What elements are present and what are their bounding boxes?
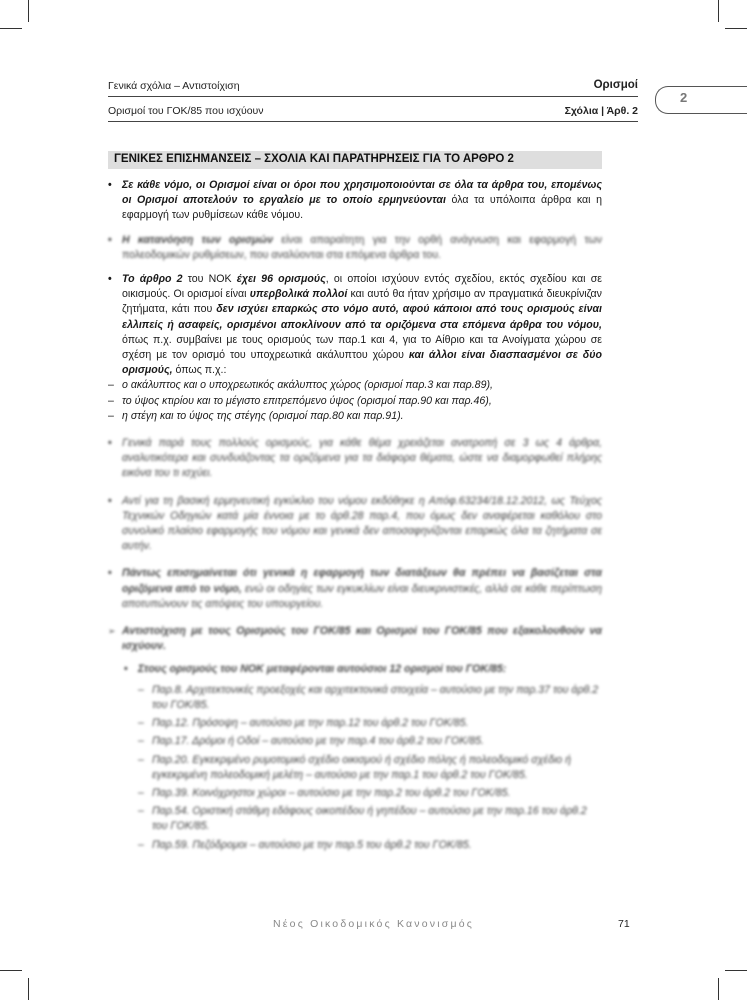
body-text: του ΝΟΚ xyxy=(182,273,237,286)
bullet-paragraph xyxy=(108,233,602,263)
crop-mark xyxy=(0,28,22,29)
bold-text: έχει 96 ορισμούς xyxy=(236,273,326,286)
header-left-bottom: Ορισμοί του ΓΟΚ/85 που ισχύουν xyxy=(108,105,264,117)
header-rule xyxy=(108,121,638,122)
bold-text: υπερβολικά πολλοί xyxy=(249,288,348,301)
body-text: είναι απαραίτητη για την ορθή ανάγνωση και εφαρμογή των πολεοδομικών ρυθμίσεων, που αναλύονται στα επόμενα άρθρα του. xyxy=(122,233,602,261)
body-text: όπως π.χ. συμβαίνει με τους ορισμούς των παρ.1 και 4, για το Αίθριο και τα Ανοίγματα χώρου σε σχέση με τον ορισμό του υποχρεωτικά ακάλυπτου χώρου xyxy=(122,333,602,362)
bullet-paragraph xyxy=(108,494,602,555)
bold-text: δεν ισχύει επαρκώς στο νόμο αυτό, αφού κάποιοι από τους ορισμούς είναι ελλιπείς ή ασαφείς, ορισμένοι αποκλίνουν από τα οριζόμενα στα επόμενα άρθρα του νόμου, xyxy=(122,303,602,331)
list-item: – το ύψος κτιρίου και το μέγιστο επιτρεπόμενο ύψος (ορισμοί παρ.90 και παρ.46), xyxy=(108,394,602,409)
page-content xyxy=(108,178,602,856)
crop-mark xyxy=(0,970,22,971)
bullet-paragraph xyxy=(108,178,602,224)
crop-mark xyxy=(725,28,747,29)
header-right-bottom: Σχόλια | Άρθ. 2 xyxy=(564,105,638,117)
header-right-top: Ορισμοί xyxy=(593,79,638,91)
sub-bullet xyxy=(108,662,602,677)
header-left-top: Γενικά σχόλια – Αντιστοίχιση xyxy=(108,80,240,92)
body-text: και αυτό θα ήταν χρήσιμο αν πραγματικά διευκρίνιζαν ζητήματα, κάτι που xyxy=(122,288,602,316)
body-text: όπως π.χ.: xyxy=(172,364,227,377)
bullet-paragraph xyxy=(108,272,602,424)
list-item: – Παρ.20. Εγκεκριμένο ρυμοτομικό σχέδιο οικισμού ή σχέδιο πόλης ή πολεοδομικό σχέδιο ή εγκεκριμένη πολεοδομική μελέτη – αυτούσιο με την παρ.1 του άρθ.2 του ΓΟΚ/85. xyxy=(108,753,602,783)
footer-book-title: Νέος Οικοδομικός Κανονισμός xyxy=(273,918,474,930)
body-text: όλα τα υπόλοιπα άρθρα και η εφαρμογή των ρυθμίσεων κάθε νόμου. xyxy=(122,194,602,222)
header-rule xyxy=(108,96,638,97)
bullet-paragraph xyxy=(108,566,602,612)
body-text: ενώ οι οδηγίες των εγκυκλίων είναι διευκρινιστικές, αλλά σε κάθε περίπτωση αποτυπώνουν τις απόψεις του υπουργείου. xyxy=(122,582,602,610)
crop-mark xyxy=(725,970,747,971)
dash-list xyxy=(108,683,602,853)
body-text: Γενικά παρά τους πολλούς ορισμούς, για κάθε θέμα χρειάζεται ανατροπή σε 3 ως 4 άρθρα, αναλυτικότερα και συνδυάζοντας τα οριζόμενα για τα διάφορα θέματα, ώστε να διαμορφωθεί πλήρης εικόνα του τι ισχύει. xyxy=(122,437,602,480)
list-item: – ο ακάλυπτος και ο υποχρεωτικός ακάλυπτος χώρος (ορισμοί παρ.3 και παρ.89), xyxy=(108,378,602,393)
section-title-band xyxy=(108,151,602,169)
bold-text: Πάντως επισημαίνεται ότι γενικά η εφαρμογή των διατάξεων θα πρέπει να βασίζεται στα οριζόμενα από το νόμο, xyxy=(122,567,602,595)
bold-text: Το άρθρο 2 xyxy=(122,273,183,286)
list-item: – Παρ.8. Αρχιτεκτονικές προεξοχές και αρχιτεκτονικά στοιχεία – αυτούσιο με την παρ.37 του άρθ.2 του ΓΟΚ/85. xyxy=(108,683,602,713)
bold-text: Στους ορισμούς του ΝΟΚ μεταφέρονται αυτούσιοι 12 ορισμοί του ΓΟΚ/85: xyxy=(138,663,507,676)
crop-mark xyxy=(28,0,29,22)
section-title: ΓΕΝΙΚΕΣ ΕΠΙΣΗΜΑΝΣΕΙΣ – ΣΧΟΛΙΑ ΚΑΙ ΠΑΡΑΤΗΡΗΣΕΙΣ ΓΙΑ ΤΟ ΑΡΘΡΟ 2 xyxy=(114,153,514,165)
list-item: – Παρ.39. Κοινόχρηστοι χώροι – αυτούσιο με την παρ.2 του άρθ.2 του ΓΟΚ/85. xyxy=(108,786,602,801)
crop-mark xyxy=(718,978,719,1000)
page-number: 71 xyxy=(618,918,630,930)
list-item: – η στέγη και το ύψος της στέγης (ορισμοί παρ.80 και παρ.91). xyxy=(108,409,602,424)
bold-text: και άλλοι είναι διασπασμένοι σε δύο ορισμούς, xyxy=(122,349,602,377)
list-item: – Παρ.12. Πρόσοψη – αυτούσιο με την παρ.12 του άρθ.2 του ΓΟΚ/85. xyxy=(108,716,602,731)
bullet-paragraph xyxy=(108,436,602,482)
dash-list xyxy=(108,378,602,424)
list-item: – Παρ.59. Πεζόδρομοι – αυτούσιο με την παρ.5 του άρθ.2 του ΓΟΚ/85. xyxy=(108,838,602,853)
bold-text: Η κατανόηση των ορισμών xyxy=(122,233,273,246)
chapter-number: 2 xyxy=(680,90,688,105)
crop-mark xyxy=(718,0,719,22)
bold-text: Σε κάθε νόμο, οι Ορισμοί είναι οι όροι που χρησιμοποιούνται σε όλα τα άρθρα του, επομένως οι Ορισμοί αποτελούν το εργαλείο με το οποίο ερμηνεύονται xyxy=(122,179,602,207)
bold-text: Αντιστοίχιση με τους Ορισμούς του ΓΟΚ/85 και Ορισμοί του ΓΟΚ/85 που εξακολουθούν να ισχύουν. xyxy=(122,625,602,653)
body-text: Αντί για τη βασική ερμηνευτική εγκύκλιο του νόμου εκδόθηκε η Απόφ.63234/18.12.2012, ως Τεύχος Τεχνικών Οδηγιών κατά μία έννοια με το άρθ.28 παρ.4, που όμως δεν αναφέρεται καθόλου στο συνολικό πλαίσιο εφαρμογής του νόμου και γενικά δεν αποσαφηνίζονται επαρκώς όλα τα ζητήματα σε αυτήν. xyxy=(122,494,602,553)
list-item: – Παρ.54. Οριστική στάθμη εδάφους οικοπέδου ή γηπέδου – αυτούσιο με την παρ.16 του άρθ.2 του ΓΟΚ/85. xyxy=(108,804,602,834)
arrow-heading xyxy=(108,624,602,654)
list-item: – Παρ.17. Δρόμοι ή Οδοί – αυτούσιο με την παρ.4 του άρθ.2 του ΓΟΚ/85. xyxy=(108,734,602,749)
body-text: , οι οποίοι ισχύουν εντός σχεδίου, εκτός σχεδίου και σε οικισμούς. Οι ορισμοί είναι xyxy=(122,273,602,301)
chapter-tab xyxy=(655,86,747,114)
crop-mark xyxy=(28,978,29,1000)
